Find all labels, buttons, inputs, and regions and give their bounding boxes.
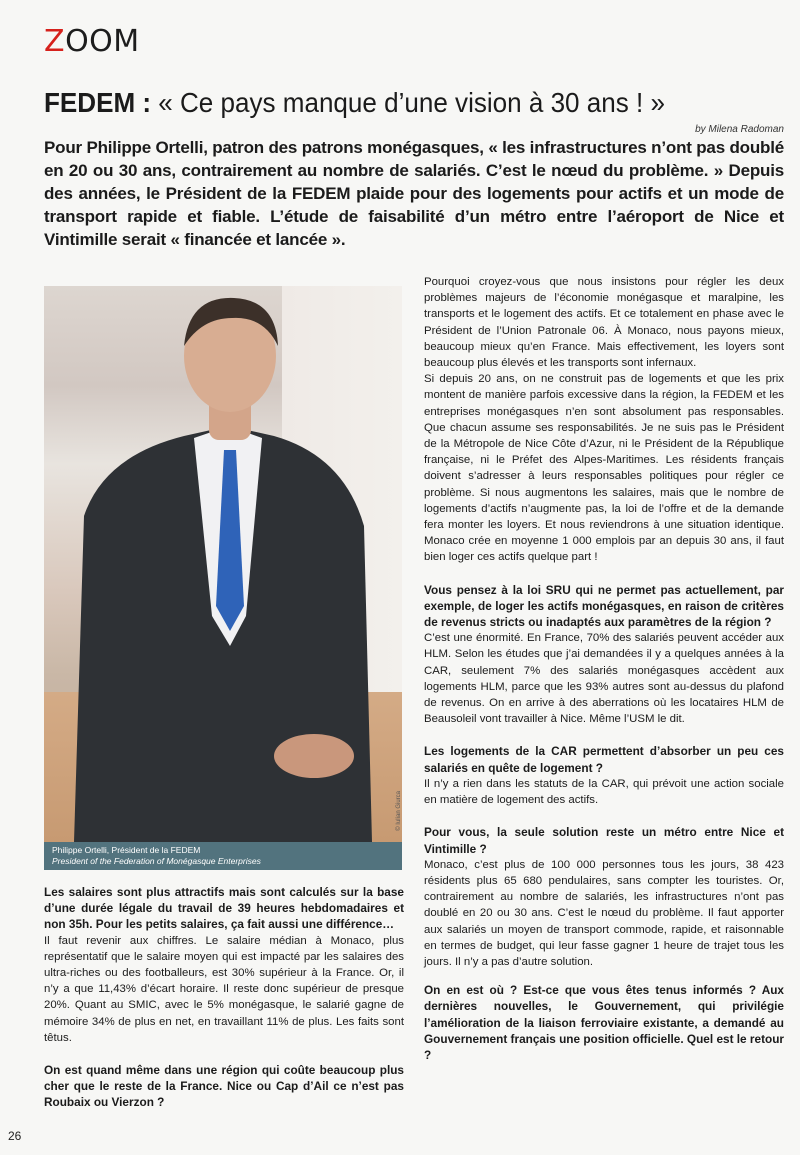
question-5: Pour vous, la seule solution reste un métro entre Nice et Vintimille ?: [424, 825, 784, 856]
question-2: On est quand même dans une région qui coûte beaucoup plus cher que le reste de la France. Nice ou Cap d’Ail ce n’est pas Roubaix ou Vierzon ?: [44, 1063, 404, 1110]
page-number: 26: [8, 1129, 22, 1143]
answer-3: C’est une énormité. En France, 70% des salariés peuvent accéder aux HLM. Selon les études que j’ai demandées il y a quelques années à la CAR, seulement 7% des salariés monégasques accèdent aux logements HLM, parce que les 93% autres sont au-dessus du plafond de revenus. On en arrive à des aberrations où les locataires HLM de Beausoleil vont travailler à Nice. Même l’USM le dit.: [424, 632, 784, 726]
answer-4: Il n’y a rien dans les statuts de la CAR, qui prévoit une action sociale en matière de logement des actifs.: [424, 777, 784, 807]
photo-credit: © Iulian Giurca: [396, 791, 402, 831]
section-title-initial: Z: [44, 24, 66, 59]
answer-5: Monaco, c’est plus de 100 000 personnes tous les jours, 38 423 résidents plus 65 680 pendulaires, sans compter les touristes. Or, contrairement au nombre de salariés, les infrastructures n’ont pas doublé en 20 ou 30 ans. C’est le nœud du problème. Il faut apporter aux salariés un moyen de transport commode, rapide, et raisonnable en termes de budget, qui leur fasse gagner 1 heure de trajet tous les jours. Il n’y a pas d’autre solution.: [424, 858, 784, 968]
answer-2-part-1: Pourquoi croyez-vous que nous insistons pour régler les deux problèmes majeurs de l’économie monégasque et maralpine, les transports et le logement des actifs. Et ce totalement en phase avec le Président de l’Union Patronale 06. À Monaco, nous payons mieux, beaucoup mieux qu’en France. Mais effectivement, les loyers sont beaucoup plus élevés et les transports sont infernaux.: [424, 276, 784, 370]
left-column: [44, 884, 404, 1111]
person-silhouette: [44, 286, 402, 842]
question-4: Les logements de la CAR permettent d’absorber un peu ces salariés en quête de logement ?: [424, 744, 784, 775]
answer-1: Il faut revenir aux chiffres. Le salaire médian à Monaco, plus représentatif que le salaire moyen qui est impacté par les salaires des ultra-riches ou des footballeurs, est 30% supérieur à la France. Or, il n’y a que 11,43% d’écart horaire. Il reste donc supérieur de presque 20%. Quant au SMIC, avec le 5% monégasque, le salarié gagne de mémoire 34% de plus en net, en travaillant 11% de plus. Les faits sont têtus.: [44, 934, 404, 1044]
question-6: On en est où ? Est-ce que vous êtes tenus informés ? Aux dernières nouvelles, le Gouvernement, qui privilégie l’amélioration de la liaison ferroviaire existante, a demandé au Gouvernement français une position officielle. Quel est le retour ?: [424, 983, 784, 1062]
headline-quote: « Ce pays manque d’une vision à 30 ans ! »: [158, 87, 665, 118]
byline: by Milena Radoman: [695, 124, 784, 135]
caption-english: President of the Federation of Monégasque Enterprises: [52, 856, 261, 866]
portrait-photo: [44, 286, 402, 842]
article-lead: Pour Philippe Ortelli, patron des patrons monégasques, « les infrastructures n’ont pas doublé en 20 ou 30 ans, contrairement au nombre de salariés. C’est le nœud du problème. » Depuis des années, le Président de la FEDEM plaide pour des logements pour actifs et un mode de transport rapide et fiable. L’étude de faisabilité d’un métro entre l’aéroport de Nice et Vintimille serait « financée et lancée ».: [44, 138, 784, 249]
caption-french: Philippe Ortelli, Président de la FEDEM: [52, 845, 201, 855]
headline-prefix: FEDEM :: [44, 87, 152, 118]
section-title-rest: OOM: [65, 24, 140, 59]
article-headline: [44, 86, 714, 120]
right-column: [424, 274, 784, 1063]
question-3: Vous pensez à la loi SRU qui ne permet pas actuellement, par exemple, de loger les actifs monégasques, en raison de critères de revenus stricts ou inadaptés aux paramètres de la région ?: [424, 582, 784, 630]
photo-caption: [44, 842, 402, 870]
section-title: [44, 24, 140, 59]
question-1: Les salaires sont plus attractifs mais sont calculés sur la base d’une durée légale du travail de 39 heures hebdomadaires et non 35h. Pour les petits salaires, ça fait aussi une différence…: [44, 885, 404, 932]
answer-2-part-2: Si depuis 20 ans, on ne construit pas de logements et que les prix montent de manière parfois excessive dans la région, la FEDEM et les entreprises monégasques n’en sont absolument pas responsables. Que chacun assume ses responsabilités. Je ne suis pas le Président de la Métropole de Nice Côte d’Azur, ni le Président de la République française, ni le Préfet des Alpes-Maritimes. Les résidents français doivent s’adresser à leurs responsables politiques pour régler ce problème. Si nous augmentons les salaires, mais que le nombre de logements d’actifs n’augmente pas, la loi de l’offre et de la demande fera monter les loyers. Et nous reviendrons à une situation identique. Monaco crée en moyenne 1 000 emplois par an depuis 30 ans, il faut bien loger ces actifs quelque part !: [424, 373, 784, 564]
